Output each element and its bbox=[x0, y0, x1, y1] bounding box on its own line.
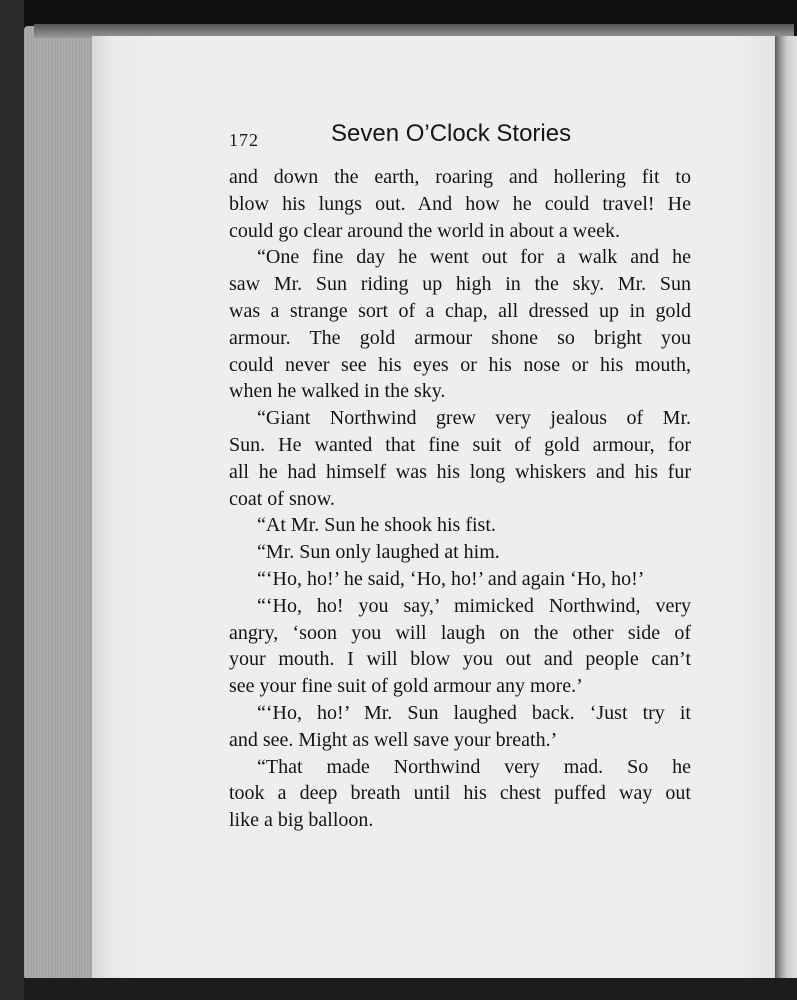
text-line: could go clear around the world in about a week. bbox=[229, 219, 620, 242]
book-cover-edge bbox=[0, 0, 24, 1000]
page-stack-edge bbox=[24, 26, 98, 980]
text-line: saw Mr. Sun riding up high in the sky. Mr. Sun bbox=[229, 273, 691, 296]
running-title: Seven O’Clock Stories bbox=[331, 120, 572, 147]
facing-page-edge bbox=[775, 36, 797, 980]
text-line: could never see his eyes or his nose or his mouth, bbox=[229, 353, 691, 376]
text-line: “‘Ho, ho!’ he said, ‘Ho, ho!’ and again ‘Ho, ho!’ bbox=[257, 567, 645, 590]
text-line: like a big balloon. bbox=[229, 809, 374, 832]
text-line: “Giant Northwind grew very jealous of Mr. bbox=[257, 407, 691, 430]
text-line: armour. The gold armour shone so bright you bbox=[229, 326, 691, 349]
text-line: and see. Might as well save your breath.’ bbox=[229, 728, 558, 751]
text-line: coat of snow. bbox=[229, 487, 335, 510]
text-line: angry, ‘soon you will laugh on the other side of bbox=[229, 621, 691, 644]
text-line: “That made Northwind very mad. So he bbox=[257, 755, 691, 778]
text-line: “One fine day he went out for a walk and he bbox=[257, 246, 691, 269]
text-line: was a strange sort of a chap, all dressed up in gold bbox=[229, 299, 691, 322]
text-line: your mouth. I will blow you out and people can’t bbox=[229, 648, 691, 671]
text-line: all he had himself was his long whiskers and his fur bbox=[229, 460, 691, 483]
text-line: “‘Ho, ho!’ Mr. Sun laughed back. ‘Just try it bbox=[257, 701, 691, 724]
text-line: took a deep breath until his chest puffed way out bbox=[229, 782, 691, 805]
text-line: see your fine suit of gold armour any more.’ bbox=[229, 675, 583, 698]
text-line: when he walked in the sky. bbox=[229, 380, 446, 403]
text-line: Sun. He wanted that fine suit of gold armour, for bbox=[229, 433, 691, 456]
page-header bbox=[229, 120, 691, 160]
page-number: 172 bbox=[229, 130, 259, 150]
text-line: blow his lungs out. And how he could travel! He bbox=[229, 192, 691, 215]
text-line: and down the earth, roaring and hollering fit to bbox=[229, 166, 691, 188]
text-line: “‘Ho, ho! you say,’ mimicked Northwind, very bbox=[257, 594, 691, 617]
book-bottom-edge bbox=[24, 978, 797, 1000]
text-line: “At Mr. Sun he shook his fist. bbox=[257, 514, 496, 537]
text-line: “Mr. Sun only laughed at him. bbox=[257, 541, 500, 564]
story-text bbox=[229, 164, 691, 834]
